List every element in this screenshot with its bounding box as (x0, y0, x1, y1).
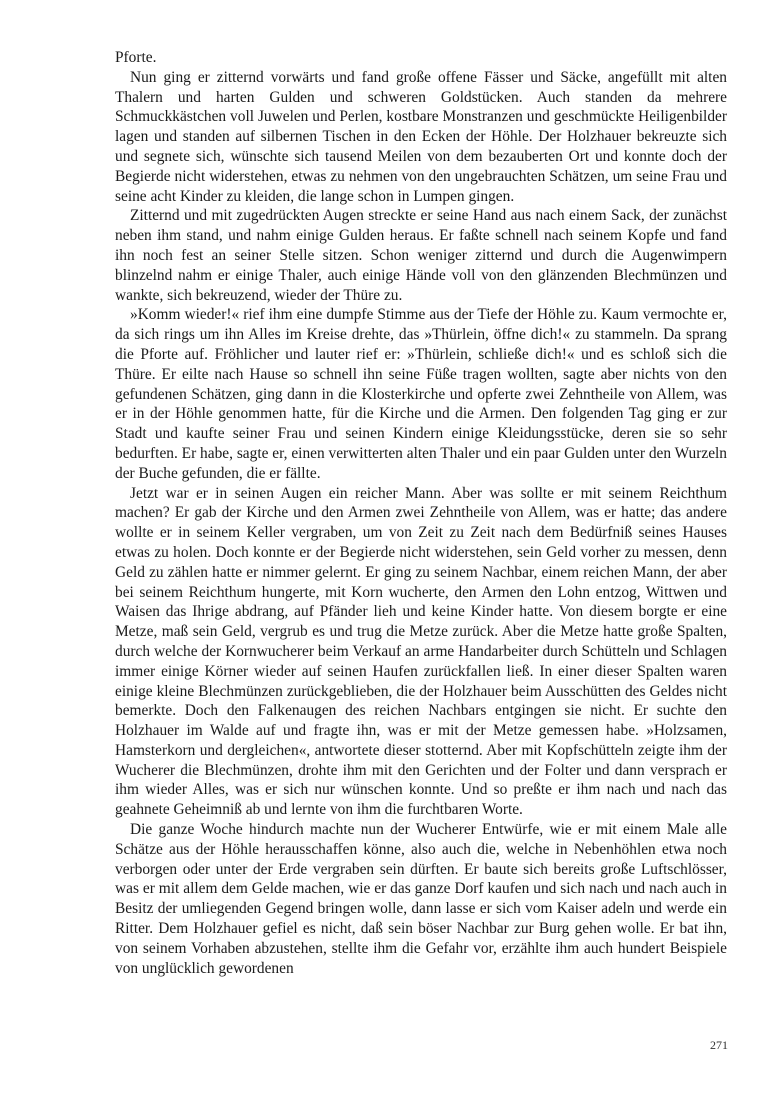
paragraph-6: Die ganze Woche hindurch machte nun der Wucherer Entwürfe, wie er mit einem Male alle Schätze aus der Höhle herausschaffen könne, also auch die, welche in Nebenhöhlen etwa noch verborgen oder unter der Erde vergraben sein dürften. Er baute sich bereits große Luftschlösser, was er mit allem dem Gelde machen, wie er das ganze Dorf kaufen und sich nach und nach auch in Besitz der umliegenden Gegend bringen wolle, dann lasse er sich vom Kaiser adeln und werde ein Ritter. Dem Holzhauer gefiel es nicht, daß sein böser Nachbar zur Burg gehen wolle. Er bat ihn, von seinem Vorhaben abzustehen, stellte ihm die Gefahr vor, erzählte ihm auch hundert Beispiele von unglücklich gewordenen (115, 821, 727, 977)
paragraph-5: Jetzt war er in seinen Augen ein reicher Mann. Aber was sollte er mit seinem Reichthum machen? Er gab der Kirche und den Armen zwei Zehntheile von Allem, was er hatte; das andere wollte er in seinem Keller vergraben, um von Zeit zu Zeit nach dem Bedürfniß seines Hauses etwas zu holen. Doch konnte er der Begierde nicht widerstehen, sein Geld vorher zu messen, denn Geld zu zählen hatte er nimmer gelernt. Er ging zu seinem Nachbar, einem reichen Mann, der aber bei seinem Reichthum hungerte, mit Korn wucherte, den Armen den Lohn entzog, Wittwen und Waisen das Ihrige abdrang, auf Pfänder lieh und keine Kinder hatte. Von diesem borgte er eine Metze, maß sein Geld, vergrub es und trug die Metze zurück. Aber die Metze hatte große Spalten, durch welche der Kornwucherer beim Verkauf an arme Handarbeiter durch Schütteln und Schlagen immer einige Körner wieder auf seinen Haufen zurückfallen ließ. In einer dieser Spalten waren einige kleine Blechmünzen zurückgeblieben, die der Holzhauer beim Ausschütten des Geldes nicht bemerkte. Doch den Falkenaugen des reichen Nachbars entgingen sie nicht. Er suchte den Holzhauer im Walde auf und fragte ihn, was er mit der Metze gemessen habe. »Holzsamen, Hamsterkorn und dergleichen«, antwortete dieser stotternd. Aber mit Kopfschütteln zeigte ihm der Wucherer die Blechmünzen, drohte ihm mit den Gerichten und der Folter und dann versprach er ihm wieder Alles, was er sich nur wünschen konnte. Und so preßte er ihm nach und nach das geahnete Geheimniß ab und lernte von ihm die furchtbaren Worte. (115, 484, 727, 819)
paragraph-1: Pforte. (115, 49, 157, 66)
paragraph-3: Zitternd und mit zugedrückten Augen streckte er seine Hand aus nach einem Sack, der zunächst neben ihm stand, und nahm einige Gulden heraus. Er faßte schnell nach seinem Kopfe und fand ihn noch fest an seiner Stelle sitzen. Schon weniger zitternd und durch die Augenwimpern blinzelnd nahm er einige Thaler, auch einige Hände voll von den glänzenden Blechmünzen und wankte, sich bekreuzend, wieder der Thüre zu. (115, 207, 727, 304)
page-body (115, 48, 727, 978)
page-number: 271 (710, 1038, 728, 1052)
paragraph-4: »Komm wieder!« rief ihm eine dumpfe Stimme aus der Tiefe der Höhle zu. Kaum vermochte er, da sich rings um ihn Alles im Kreise drehte, das »Thürlein, öffne dich!« zu stammeln. Da sprang die Pforte auf. Fröhlicher und lauter rief er: »Thürlein, schließe dich!« und es schloß sich die Thüre. Er eilte nach Hause so schnell ihn seine Füße tragen wollten, sagte aber nichts von den gefundenen Schätzen, ging dann in die Klosterkirche und opferte zwei Zehntheile von Allem, was er in der Höhle genommen hatte, für die Kirche und die Armen. Den folgenden Tag ging er zur Stadt und kaufte seiner Frau und seinen Kindern einige Kleidungsstücke, deren sie so sehr bedurften. Er habe, sagte er, einen verwitterten alten Thaler und ein paar Gulden unter den Wurzeln der Buche gefunden, die er fällte. (115, 306, 727, 482)
paragraph-2: Nun ging er zitternd vorwärts und fand große offene Fässer und Säcke, angefüllt mit alten Thalern und harten Gulden und schweren Goldstücken. Auch standen da mehrere Schmuckkästchen voll Juwelen und Perlen, kostbare Monstranzen und geschmückte Heiligenbilder lagen und standen auf silbernen Tischen in den Ecken der Höhle. Der Holzhauer bekreuzte sich und segnete sich, wünschte sich tausend Meilen von dem bezauberten Ort und konnte doch der Begierde nicht widerstehen, etwas zu nehmen von den ungebrauchten Schätzen, um seine Frau und seine acht Kinder zu kleiden, die lange schon in Lumpen gingen. (115, 68, 727, 205)
